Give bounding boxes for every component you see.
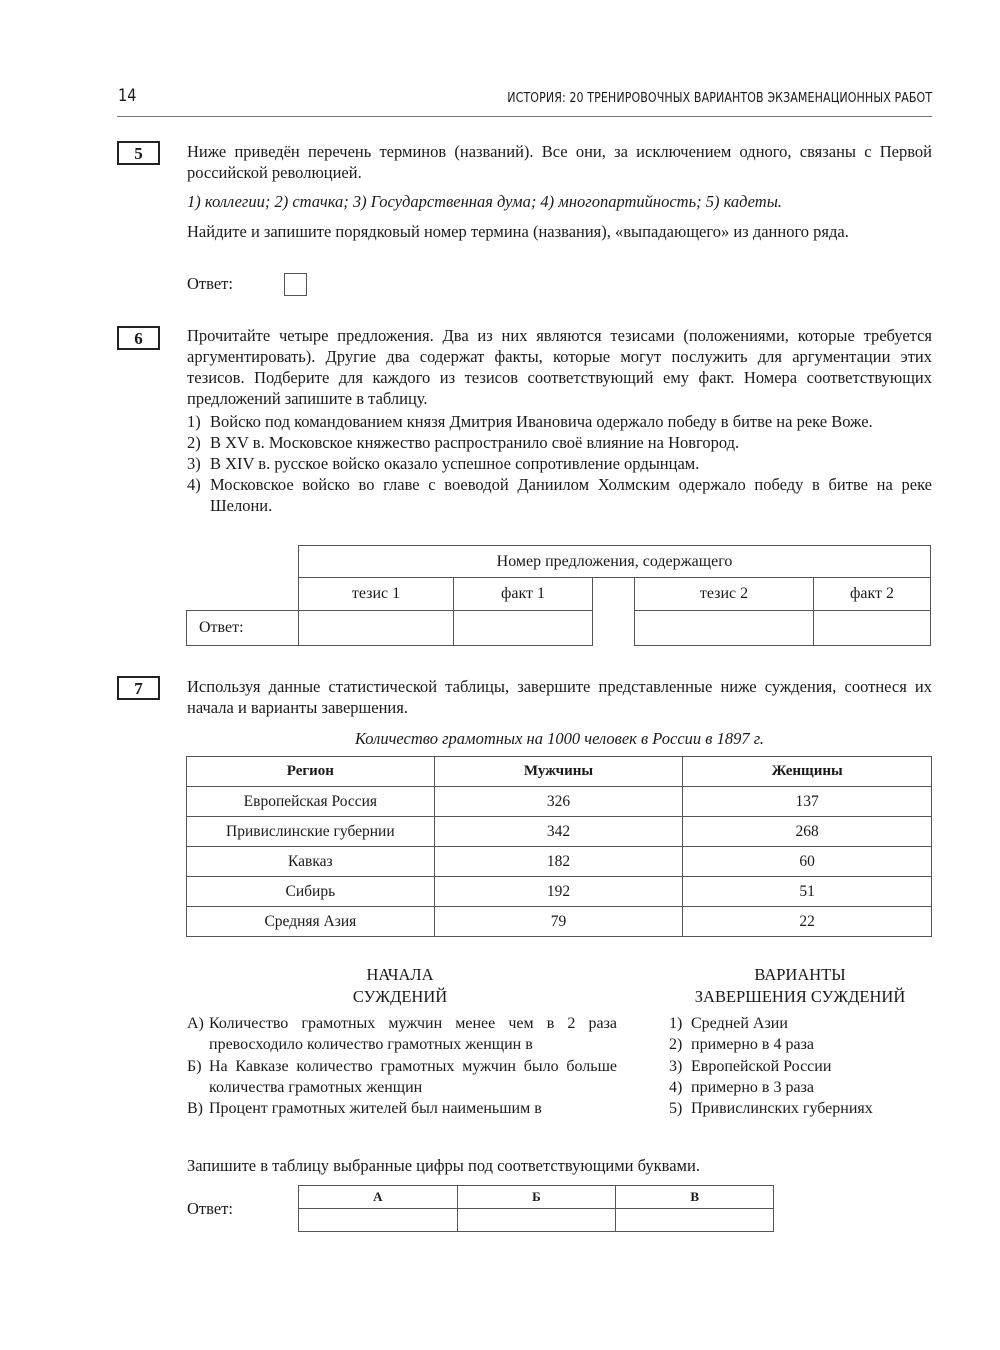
question-6-intro: Прочитайте четыре предложения. Два из них являются тезисами (положениями, которые требуется аргументировать). Другие два содержат факты, которые могут послужить для аргументации этих тезисов. Подберите для каждого из тезисов соответствующий ему факт. Номера соответствующих предложений запишите в таблицу. [187, 326, 932, 408]
page-number: 14 [118, 86, 137, 106]
question-5-number: 5 [117, 141, 160, 165]
column-header-thesis-1: тезис 1 [298, 577, 454, 611]
question-6-sentences [187, 411, 932, 516]
sentence-item: 1) Войско под командованием князя Дмитрия Ивановича одержало победу в битве на реке Воже. [187, 412, 873, 431]
answer-cell-thesis-2[interactable] [634, 610, 814, 646]
literacy-table [186, 756, 932, 937]
endings-heading: ВАРИАНТЫ ЗАВЕРШЕНИЯ СУЖДЕНИЙ [694, 965, 906, 1006]
ending-item: 4) примерно в 3 раза [669, 1078, 814, 1096]
answer-cell-b[interactable] [457, 1209, 616, 1232]
question-7-answer-label: Ответ: [187, 1199, 233, 1218]
answer-cell-a[interactable] [299, 1209, 458, 1232]
column-header-men: Мужчины [434, 757, 683, 787]
table-caption: Количество грамотных на 1000 человек в России в 1897 г. [354, 729, 765, 748]
answer-column-a: А [299, 1186, 458, 1209]
answer-cell-fact-2[interactable] [813, 610, 931, 646]
table-row: Кавказ 182 60 [187, 847, 932, 877]
question-5-answer-label: Ответ: [187, 274, 233, 293]
table-row: Европейская Россия 326 137 [187, 787, 932, 817]
answer-cell-v[interactable] [616, 1209, 774, 1232]
table-row: Средняя Азия 79 22 [187, 907, 932, 937]
beginnings-list [187, 1013, 617, 1119]
answer-column-v: В [616, 1186, 774, 1209]
beginning-item: А) Количество грамотных мужчин менее чем в 2 раза превосходило количество грамотных женщин в [187, 1015, 617, 1054]
column-header-region: Регион [187, 757, 435, 787]
sentence-item: 3) В XIV в. русское войско оказало успешное сопротивление ордынцам. [187, 454, 700, 473]
question-7-instruction: Запишите в таблицу выбранные цифры под соответствующими буквами. [187, 1156, 700, 1175]
beginnings-heading: НАЧАЛА СУЖДЕНИЙ [352, 965, 448, 1006]
ending-item: 5) Привислинских губерниях [669, 1100, 873, 1118]
ending-item: 2) примерно в 4 раза [669, 1036, 814, 1054]
table-group-header: Номер предложения, содержащего [298, 545, 931, 578]
answer-input-row [299, 1209, 774, 1232]
sentence-item: 4) Московское войско во главе с воеводой Даниилом Холмским одержало победу в битве на реке Шелони. [187, 475, 932, 515]
answer-cell-fact-1[interactable] [453, 610, 593, 646]
column-header-fact-2: факт 2 [813, 577, 931, 611]
question-6-answer-label: Ответ: [186, 610, 299, 646]
running-title: ИСТОРИЯ: 20 ТРЕНИРОВОЧНЫХ ВАРИАНТОВ ЭКЗАМЕНАЦИОННЫХ РАБОТ [507, 90, 932, 106]
table-row: Привислинские губернии 342 268 [187, 817, 932, 847]
question-7-number: 7 [117, 676, 160, 700]
page-header [117, 86, 932, 117]
question-5-answer-box[interactable] [284, 273, 307, 296]
column-header-fact-1: факт 1 [453, 577, 593, 611]
beginning-item: Б) На Кавказе количество грамотных мужчин было больше количества грамотных женщин [187, 1057, 617, 1096]
answer-header-row [299, 1186, 774, 1209]
ending-item: 3) Европейской России [669, 1057, 832, 1075]
question-5-intro: Ниже приведён перечень терминов (названий). Все они, за исключением одного, связаны с Первой российской революцией. [187, 142, 932, 182]
column-header-women: Женщины [683, 757, 932, 787]
question-7-answer-table [298, 1185, 774, 1232]
sentence-item: 2) В XV в. Московское княжество распространило своё влияние на Новгород. [187, 433, 740, 452]
question-6-number: 6 [117, 326, 160, 350]
question-5-terms: 1) коллегии; 2) стачка; 3) Государственная дума; 4) многопартийность; 5) кадеты. [187, 192, 783, 211]
endings-list [669, 1013, 939, 1119]
answer-column-b: Б [457, 1186, 616, 1209]
ending-item: 1) Средней Азии [669, 1015, 788, 1032]
table-header-row [187, 757, 932, 787]
answer-cell-thesis-1[interactable] [298, 610, 454, 646]
question-7-intro: Используя данные статистической таблицы, завершите представленные ниже суждения, соотнеся их начала и варианты завершения. [187, 677, 932, 717]
table-row: Сибирь 192 51 [187, 877, 932, 907]
question-5-instruction: Найдите и запишите порядковый номер термина (названия), «выпадающего» из данного ряда. [187, 222, 849, 241]
column-header-thesis-2: тезис 2 [634, 577, 814, 611]
beginning-item: В) Процент грамотных жителей был наименьшим в [187, 1100, 542, 1118]
